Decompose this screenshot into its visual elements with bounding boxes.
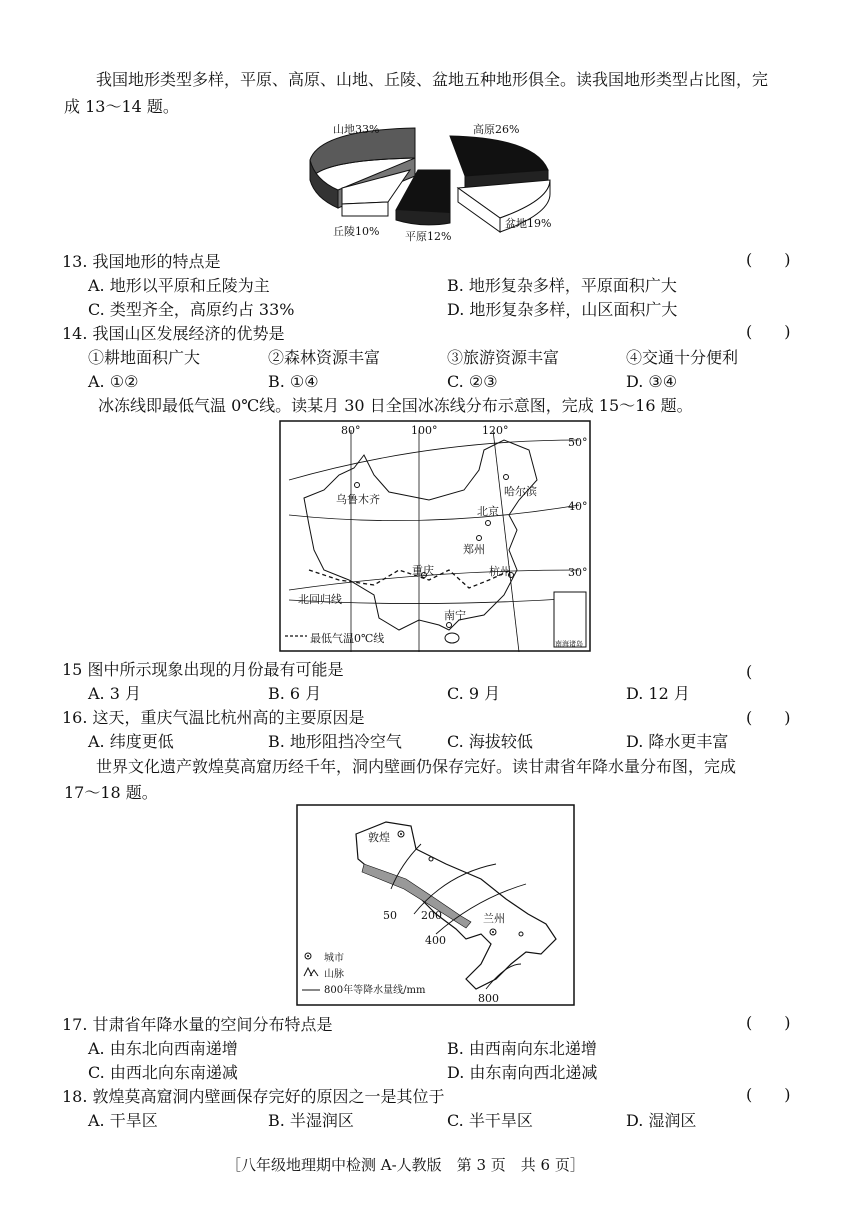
map2-legend-city: 城市 <box>324 953 344 964</box>
q15-option-a: A. 3 月 <box>88 684 141 703</box>
map1-city-beijing: 北京 <box>477 505 499 518</box>
map2-isohyet-50: 50 <box>383 909 397 922</box>
map1-lat-40: 40° <box>568 500 588 513</box>
q15-stem: 15 图中所示现象出现的月份最有可能是 <box>62 660 344 679</box>
map1-tropic-label: 北回归线 <box>298 593 342 606</box>
map2-isohyet-800: 800 <box>478 992 499 1005</box>
map2-legend-mountain: 山脉 <box>324 969 344 980</box>
page-footer: ［八年级地理期中检测 A-人教版 第 3 页 共 6 页］ <box>226 1156 585 1174</box>
q14-option-c: C. ②③ <box>447 372 498 391</box>
q13-option-d: D. 地形复杂多样，山区面积广大 <box>447 300 678 319</box>
q13-option-c: C. 类型齐全，高原约占 33% <box>88 300 295 319</box>
intro-15-16: 冰冻线即最低气温 0℃线。读某月 30 日全国冰冻线分布示意图，完成 15～16 题。 <box>98 396 693 415</box>
map1-city-hangzhou: 杭州 <box>489 565 511 578</box>
pie-label-plain: 平原12% <box>405 230 452 243</box>
q16-option-a: A. 纬度更低 <box>88 732 174 751</box>
q14-option-a: A. ①② <box>88 372 139 391</box>
intro-17-18-line2: 17～18 题。 <box>64 783 158 802</box>
frost-line-map <box>279 420 591 652</box>
q17-option-a: A. 由东北向西南递增 <box>88 1039 238 1058</box>
q17-option-b: B. 由西南向东北递增 <box>447 1039 597 1058</box>
map1-inset-label: 南海诸岛 <box>555 640 583 648</box>
q17-stem: 17. 甘肃省年降水量的空间分布特点是 <box>62 1015 333 1034</box>
map1-lat-30: 30° <box>568 566 588 579</box>
q14-item-4: ④交通十分便利 <box>626 348 739 367</box>
q16-option-d: D. 降水更丰富 <box>626 732 729 751</box>
map2-legend-isohyet: 800年等降水量线/mm <box>324 985 426 996</box>
q18-option-b: B. 半湿润区 <box>268 1111 354 1130</box>
map2-isohyet-400: 400 <box>425 934 446 947</box>
q14-option-b: B. ①④ <box>268 372 319 391</box>
q13-answer-blank: ( ) <box>746 250 791 269</box>
map2-city-lanzhou: 兰州 <box>483 912 505 925</box>
map1-lon-80: 80° <box>341 424 361 437</box>
map2-isohyet-200: 200 <box>421 909 442 922</box>
q18-option-a: A. 干旱区 <box>88 1111 158 1130</box>
pie-label-hill: 丘陵10% <box>333 225 380 238</box>
q15-option-b: B. 6 月 <box>268 684 322 703</box>
pie-label-plateau: 高原26% <box>473 123 520 136</box>
q13-stem: 13. 我国地形的特点是 <box>62 252 221 271</box>
map1-legend-frost-line: 最低气温0℃线 <box>310 632 385 645</box>
q14-item-3: ③旅游资源丰富 <box>447 348 560 367</box>
pie-label-basin: 盆地19% <box>505 217 552 230</box>
q17-answer-blank: ( ) <box>746 1013 791 1032</box>
map1-city-harbin: 哈尔滨 <box>504 485 537 498</box>
q14-option-d: D. ③④ <box>626 372 678 391</box>
q14-answer-blank: ( ) <box>746 322 791 341</box>
map1-lat-50: 50° <box>568 436 588 449</box>
map1-city-nanning: 南宁 <box>444 609 466 622</box>
q14-item-2: ②森林资源丰富 <box>268 348 381 367</box>
map1-city-zhengzhou: 郑州 <box>463 543 485 556</box>
q14-stem: 14. 我国山区发展经济的优势是 <box>62 324 285 343</box>
q16-answer-blank: ( ) <box>746 708 791 727</box>
south-sea-inset <box>554 592 586 647</box>
map1-city-urumqi: 乌鲁木齐 <box>336 493 380 506</box>
q18-stem: 18. 敦煌莫高窟洞内壁画保存完好的原因之一是其位于 <box>62 1087 445 1106</box>
q13-option-a: A. 地形以平原和丘陵为主 <box>88 276 270 295</box>
q16-option-c: C. 海拔较低 <box>447 732 533 751</box>
intro-13-14-line1: 我国地形类型多样，平原、高原、山地、丘陵、盆地五种地形俱全。读我国地形类型占比图，完 <box>96 70 769 89</box>
q16-option-b: B. 地形阻挡冷空气 <box>268 732 402 751</box>
q16-stem: 16. 这天，重庆气温比杭州高的主要原因是 <box>62 708 365 727</box>
q15-option-c: C. 9 月 <box>447 684 501 703</box>
map1-city-chongqing: 重庆 <box>412 564 434 577</box>
q18-option-d: D. 湿润区 <box>626 1111 697 1130</box>
map1-lon-100: 100° <box>411 424 438 437</box>
q18-answer-blank: ( ) <box>746 1085 791 1104</box>
map2-city-dunhuang: 敦煌 <box>368 831 390 844</box>
pie-label-mountain: 山地33% <box>333 123 380 136</box>
intro-13-14-line2: 成 13～14 题。 <box>64 97 179 116</box>
q14-item-1: ①耕地面积广大 <box>88 348 201 367</box>
q17-option-d: D. 由东南向西北递减 <box>447 1063 598 1082</box>
q17-option-c: C. 由西北向东南递减 <box>88 1063 238 1082</box>
intro-17-18-line1: 世界文化遗产敦煌莫高窟历经千年，洞内壁画仍保存完好。读甘肃省年降水量分布图，完成 <box>96 757 737 776</box>
q13-option-b: B. 地形复杂多样，平原面积广大 <box>447 276 677 295</box>
q15-answer-blank: ( <box>746 662 753 681</box>
map1-lon-120: 120° <box>482 424 509 437</box>
q15-option-d: D. 12 月 <box>626 684 690 703</box>
q18-option-c: C. 半干旱区 <box>447 1111 533 1130</box>
